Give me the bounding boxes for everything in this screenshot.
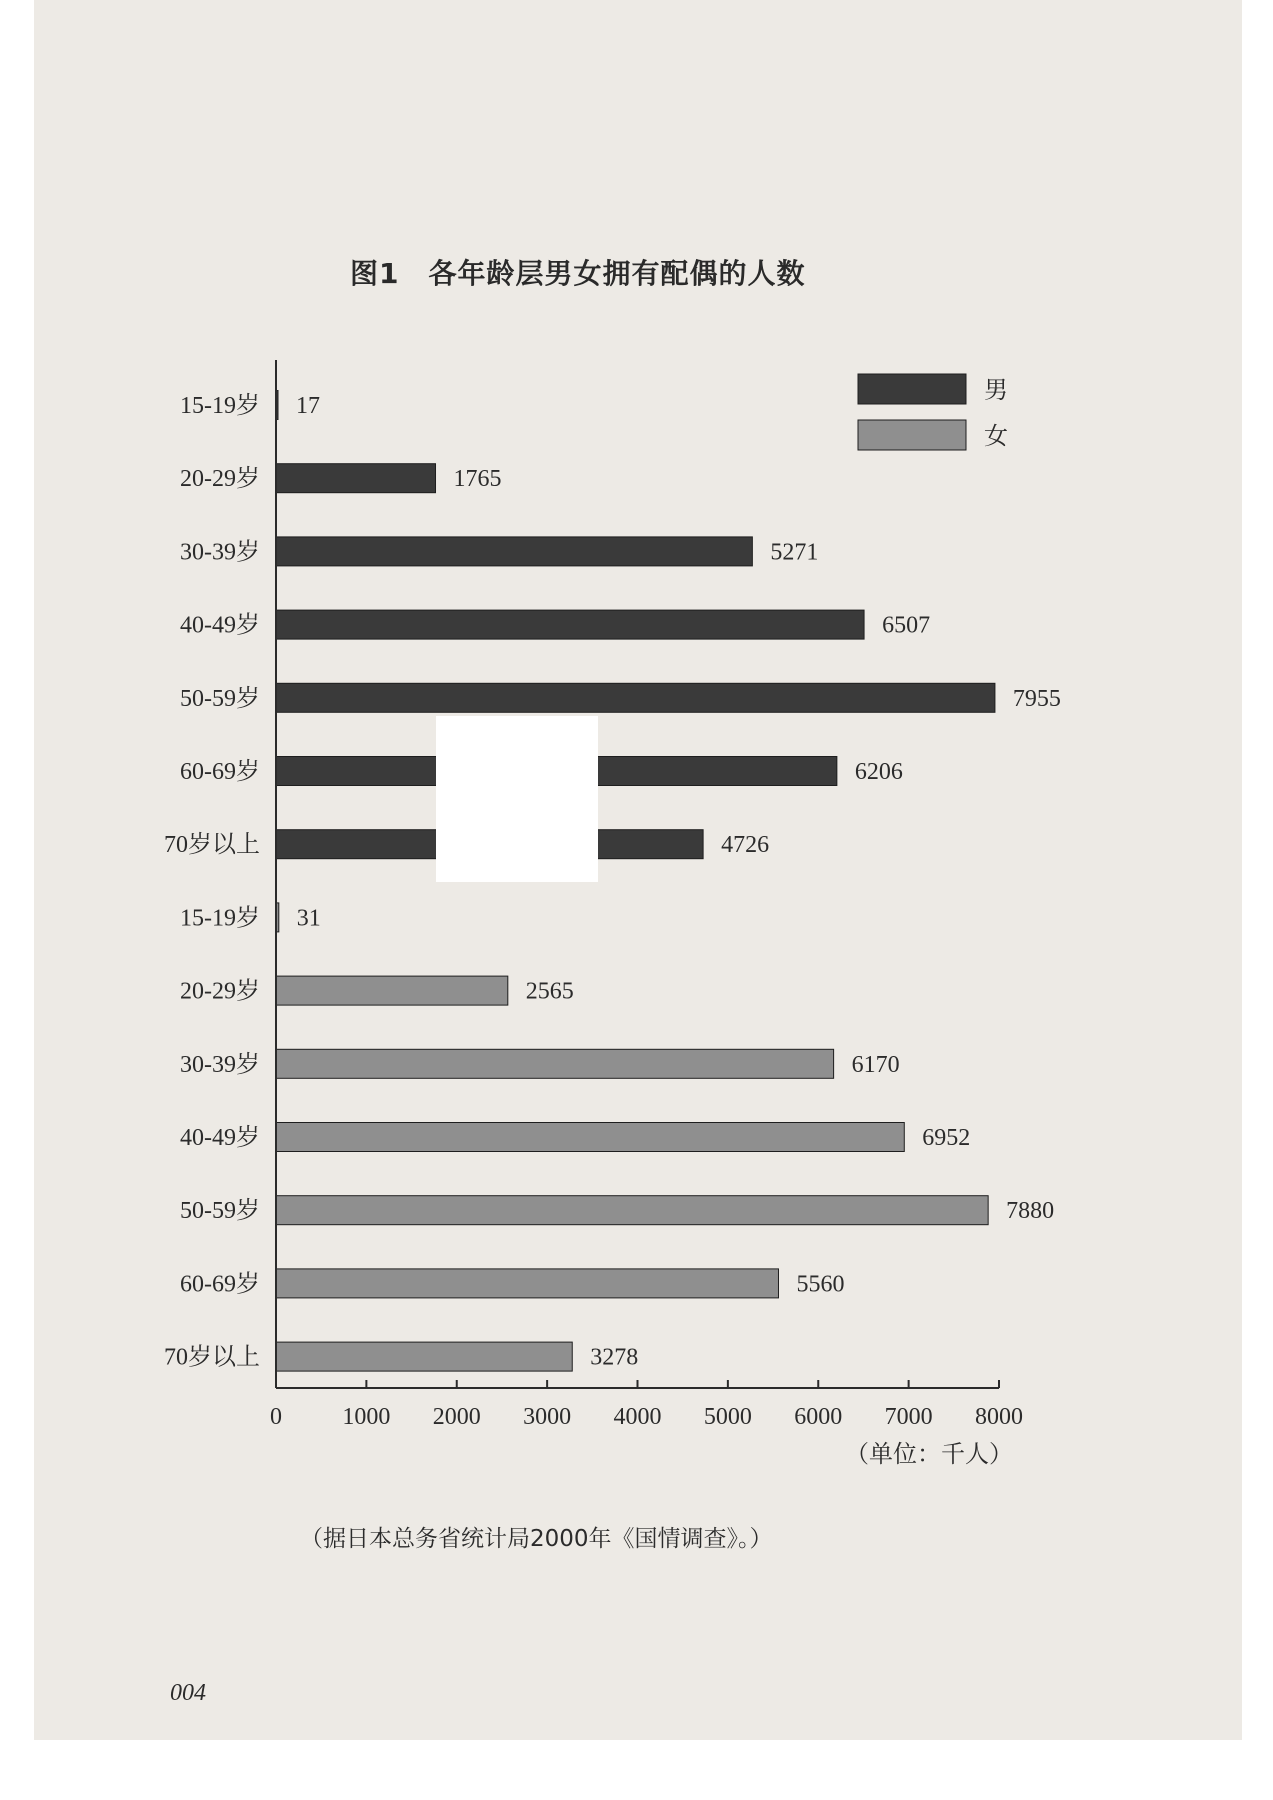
category-label: 20-29岁 <box>180 978 260 1005</box>
unit-label: （单位：千人） <box>845 1440 1013 1468</box>
legend-label: 女 <box>984 422 1008 450</box>
category-label: 70岁以上 <box>164 1344 260 1371</box>
data-label: 5560 <box>796 1271 845 1298</box>
category-label: 20-29岁 <box>180 466 260 493</box>
bar-female-4 <box>276 1196 988 1225</box>
category-label: 40-49岁 <box>180 1125 260 1151</box>
legend-label: 男 <box>984 376 1008 404</box>
x-tick-label: 5000 <box>703 1404 752 1430</box>
bar-female-6 <box>276 1342 572 1371</box>
x-tick-label: 8000 <box>975 1404 1023 1430</box>
data-label: 6507 <box>882 612 931 639</box>
category-label: 50-59岁 <box>180 1198 260 1225</box>
page-number: 004 <box>170 1680 206 1706</box>
category-label: 60-69岁 <box>180 759 260 785</box>
data-label: 6206 <box>854 759 903 785</box>
bar-male-2 <box>276 537 752 566</box>
data-label: 6170 <box>851 1051 900 1078</box>
bar-male-3 <box>276 610 864 639</box>
category-label: 15-19岁 <box>180 905 260 932</box>
data-label: 5271 <box>770 539 819 566</box>
figure-title: 图1 各年龄层男女拥有配偶的人数 <box>350 257 806 290</box>
data-label: 4726 <box>721 832 770 859</box>
category-label: 40-49岁 <box>180 612 260 639</box>
category-label: 15-19岁 <box>180 393 260 419</box>
data-label: 31 <box>296 905 321 932</box>
bar-female-5 <box>276 1269 778 1298</box>
data-label: 17 <box>296 393 320 419</box>
legend-swatch-female <box>858 420 966 450</box>
data-label: 7955 <box>1012 685 1061 712</box>
data-label: 3278 <box>590 1344 639 1371</box>
category-label: 30-39岁 <box>180 1051 260 1078</box>
category-label: 50-59岁 <box>180 685 260 712</box>
data-label: 2565 <box>525 978 574 1005</box>
data-label: 1765 <box>453 466 502 493</box>
bar-male-4 <box>276 683 995 712</box>
x-tick-label: 0 <box>270 1404 282 1430</box>
category-label: 70岁以上 <box>164 832 260 859</box>
data-label: 6952 <box>922 1125 971 1151</box>
legend-swatch-male <box>858 374 966 404</box>
x-tick-label: 4000 <box>613 1404 662 1430</box>
x-tick-label: 2000 <box>432 1404 481 1430</box>
x-tick-label: 3000 <box>523 1404 572 1430</box>
category-label: 30-39岁 <box>180 539 260 566</box>
bar-female-1 <box>276 976 508 1005</box>
category-label: 60-69岁 <box>180 1271 260 1298</box>
bar-female-2 <box>276 1049 834 1078</box>
x-tick-label: 1000 <box>342 1404 391 1430</box>
data-label: 7880 <box>1006 1198 1055 1225</box>
redaction-block <box>436 716 598 882</box>
x-tick-label: 7000 <box>884 1404 933 1430</box>
source-note: （据日本总务省统计局2000年《国情调查》。） <box>300 1526 773 1552</box>
x-tick-label: 6000 <box>794 1404 843 1430</box>
bar-male-1 <box>276 464 436 493</box>
bar-female-3 <box>276 1123 904 1152</box>
